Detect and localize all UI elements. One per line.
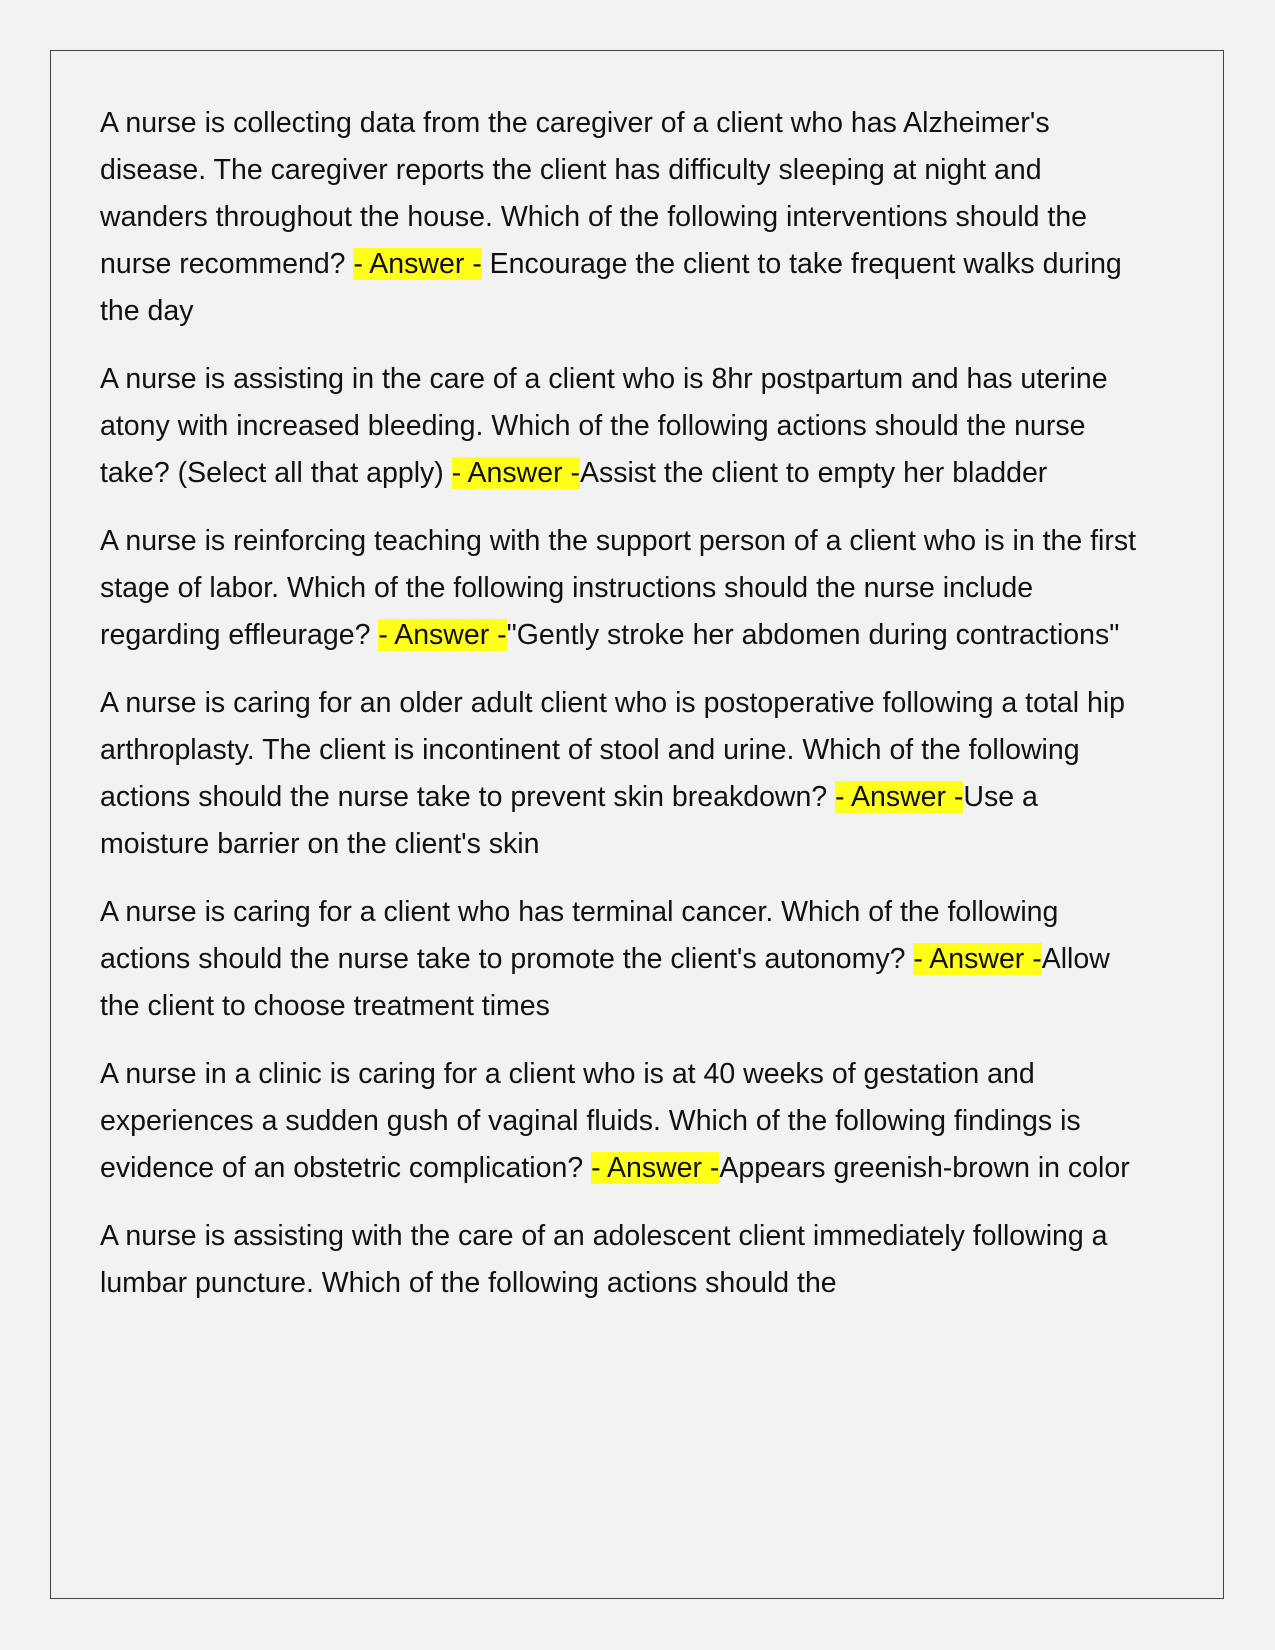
question-text: A nurse is collecting data from the caregiver of a client who has Alzheimer's disease. The caregiver reports the client has difficulty sleeping at night and wanders throughout the house. Which of the following interventions should the nurse recommend? <box>100 107 1088 280</box>
answer-text: "Gently stroke her abdomen during contractions" <box>506 619 1120 651</box>
qa-item-7 <box>100 1213 1150 1307</box>
question-text: A nurse is caring for a client who has terminal cancer. Which of the following actions should the nurse take to promote the client's autonomy? <box>100 896 1059 975</box>
answer-marker: - Answer - <box>913 943 1042 975</box>
question-text: A nurse is reinforcing teaching with the support person of a client who is in the first stage of labor. Which of the following instructions should the nurse include regarding effleurage? <box>100 525 1137 651</box>
answer-text: Use a moisture barrier on the client's skin <box>100 781 1038 860</box>
answer-marker: - Answer - <box>451 457 580 489</box>
qa-item-1 <box>100 100 1150 335</box>
question-text: A nurse is assisting with the care of an adolescent client immediately following a lumbar puncture. Which of the following actions should the <box>100 1220 1108 1299</box>
answer-marker: - Answer - <box>591 1152 720 1184</box>
qa-item-4 <box>100 680 1150 868</box>
qa-item-5 <box>100 889 1150 1030</box>
answer-marker: - Answer - <box>378 619 507 651</box>
qa-item-2 <box>100 356 1150 497</box>
answer-text: Assist the client to empty her bladder <box>579 457 1048 489</box>
answer-marker: - Answer - <box>353 248 482 280</box>
qa-item-3 <box>100 518 1150 659</box>
qa-item-6 <box>100 1051 1150 1192</box>
answer-text: Encourage the client to take frequent walks during the day <box>100 248 1122 327</box>
answer-marker: - Answer - <box>835 781 964 813</box>
answer-text: Allow the client to choose treatment times <box>100 943 1110 1022</box>
document-body <box>100 100 1150 1328</box>
question-text: A nurse is caring for an older adult client who is postoperative following a total hip arthroplasty. The client is incontinent of stool and urine. Which of the following actions should the nurse take to prevent skin breakdown? <box>100 687 1125 813</box>
question-text: A nurse in a clinic is caring for a client who is at 40 weeks of gestation and experiences a sudden gush of vaginal fluids. Which of the following findings is evidence of an obstetric complication? <box>100 1058 1081 1184</box>
answer-text: Appears greenish-brown in color <box>719 1152 1130 1184</box>
question-text: A nurse is assisting in the care of a client who is 8hr postpartum and has uterine atony with increased bleeding. Which of the following actions should the nurse take? (Select all that apply) <box>100 363 1108 489</box>
